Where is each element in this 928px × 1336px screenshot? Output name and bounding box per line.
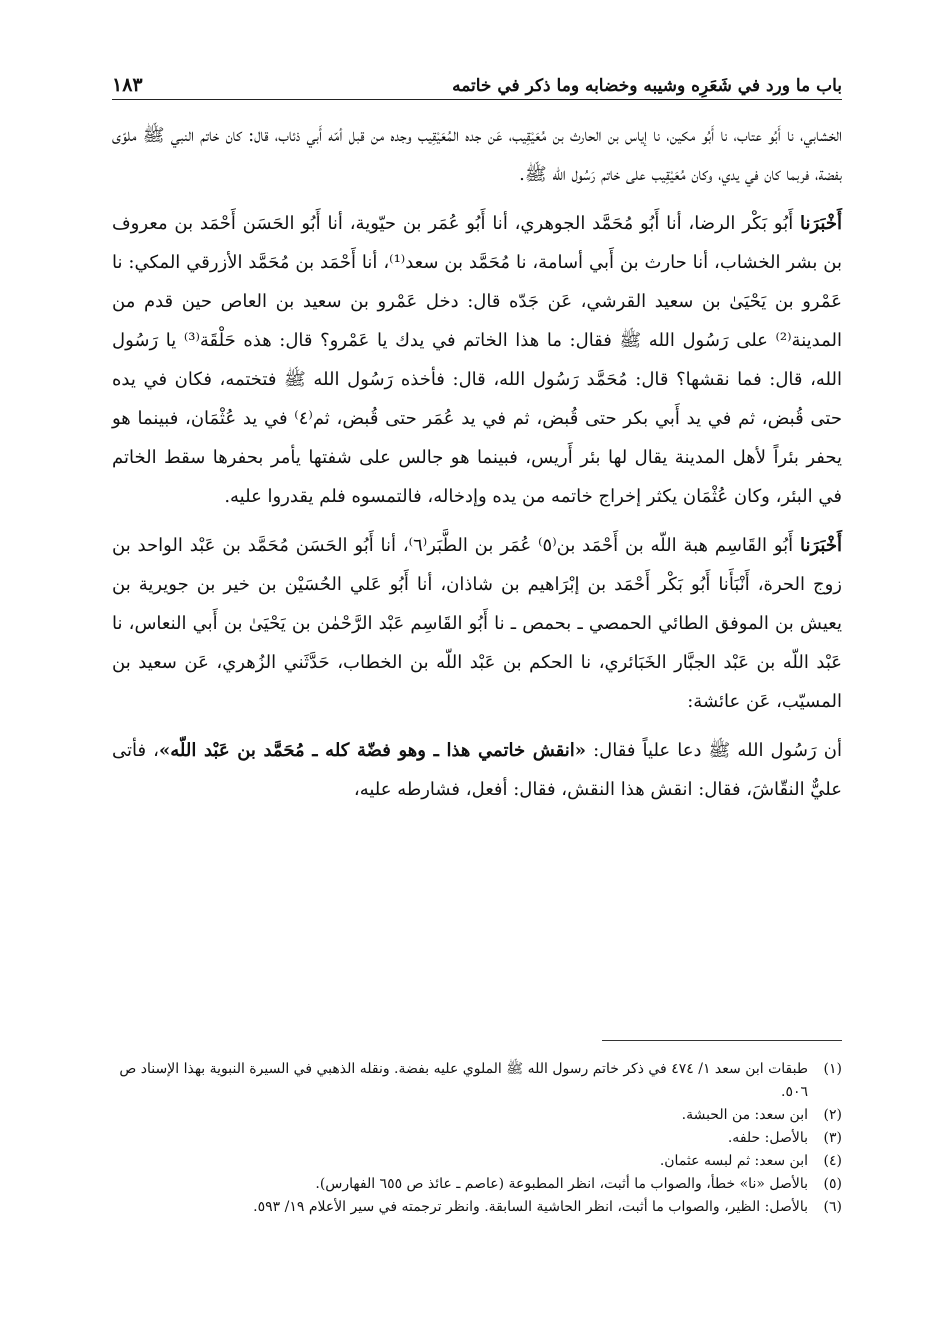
footnote-number: (١): [823, 1061, 842, 1077]
footnote: [112, 1150, 842, 1173]
footnote: [112, 1173, 842, 1196]
paragraph-2: [112, 204, 842, 516]
footnote: [112, 1127, 842, 1150]
footnote: [112, 1196, 842, 1219]
paragraph-4-text-a: أن رَسُول الله ﷺ دعا علياً فقال:: [586, 740, 842, 761]
footnote-text: ابن سعد: من الحبشة.: [681, 1107, 808, 1123]
footnote-number: (٥): [823, 1176, 842, 1192]
footnote-text: بالأصل: حلفه.: [727, 1130, 808, 1146]
running-head: [112, 66, 842, 96]
paragraph-4-text-b: ، فأتى عليٌّ النقّاشَ، فقال: انقش هذا النقش، فقال: أفعل، فشارطه عليه،: [112, 740, 842, 800]
paragraph-3-text: أَبُو القَاسِم هبة اللّه بن أَحْمَد بن⁽٥⁾ عُمَر بن الطَّبَر⁽٦⁾، أنا أَبُو الحَسَن مُحَمَّد بن عَبْد الواحد بن زوج الحرة، أَنْبَأَنا أَبُو بَكْر أَحْمَد بن إبْرَاهيم بن شاذان، أنا أَبُو عَلي الحُسَيْن بن خير بن جويرية بن يعيش بن الموفق الطائي الحمصي ـ بحمص ـ نا أَبُو القَاسِم عَبْد الرَّحْمٰن بن يَحْيَىٰ بن أَبي النعاس، نا عَبْد اللّه بن عَبْد الجبَّار الخَبَائري، نا الحكم بن عَبْد اللّه بن الخطاب، حَدَّثَني الزُهري، عَن سعيد بن المسيّب، عَن عائشة:: [112, 535, 842, 712]
footnote-text: بالأصل «نا» خطأ، والصواب ما أثبت، انظر المطبوعة (عاصم ـ عائذ ص ٦٥٥ الفهارس).: [315, 1176, 808, 1192]
footnote-text: ابن سعد: ثم لبسه عثمان.: [659, 1153, 808, 1169]
footnotes: [112, 1058, 842, 1219]
footnote: [112, 1104, 842, 1127]
paragraph-3: [112, 526, 842, 721]
paragraph-3-lead: أَخْبَرَنا: [800, 535, 842, 556]
paragraph-1: [112, 116, 842, 194]
main-text: [112, 116, 842, 819]
header-rule: [112, 99, 842, 100]
paragraph-1-text: الخشابي، نا أَبُو عتاب، نا أَبُو مكين، نا إياس بن الحارث بن مُعَيْقِيب، عَن جده المُعَيْقِيب وجده من قبل أمّه أَبي ذئاب، قال: كان خاتم النبي ﷺ ملوّى بفضة، فربما كان في يدي، وكان مُعَيْقِيب على خاتم رَسُول الله ﷺ.: [112, 125, 842, 185]
chapter-title: باب ما ورد في شَعَرِه وشيبه وخضابه وما ذكر في خاتمه: [452, 76, 842, 96]
paragraph-4-quote: «انقش خاتمي هذا ـ وهو فضّة كله ـ مُحَمَّد بن عَبْد اللّه»: [159, 740, 587, 761]
footnote-number: (٢): [823, 1107, 842, 1123]
paragraph-2-lead: أَخْبَرَنا: [800, 213, 842, 234]
page-number: ١٨٣: [112, 74, 143, 96]
footnote-number: (٤): [823, 1153, 842, 1169]
footnote: [112, 1058, 842, 1104]
paragraph-4: [112, 731, 842, 809]
paragraph-2-text: أَبُو بَكْر الرضا، أنا أَبُو مُحَمَّد الجوهري، أنا أَبُو عُمَر بن حيّوية، أنا أَبُو الحَسَن أَحْمَد بن معروف بن بشر الخشاب، أنا حارث بن أَبي أسامة، نا مُحَمَّد بن سعد⁽¹⁾، أنا أَحْمَد بن مُحَمَّد الأزرقي المكي: نا عَمْرو بن يَحْيَىٰ بن سعيد القرشي، عَن جَدّه قال: دخل عَمْرو بن سعيد بن العاص حين قدم من المدينة⁽²⁾ على رَسُول الله ﷺ فقال: ما هذا الخاتم في يدك يا عَمْرو؟ قال: هذه حَلْقَة⁽³⁾ يا رَسُول الله، قال: فما نقشها؟ قال: مُحَمَّد رَسُول الله، قال: فأخذه رَسُول الله ﷺ فتختمه، فكان في يده حتى قُبض، ثم في يد أَبي بكر حتى قُبض، ثم في يد عُمَر حتى قُبض، ثم⁽٤⁾ في يد عُثْمَان، فبينما هو يحفر بئراً لأهل المدينة يقال لها بئر أَريس، فبينما هو جالس على شفتها يأمر بحفرها سقط الخاتم في البئر، وكان عُثْمَان يكثر إخراج خاتمه من يده وإدخاله، فالتمسوه فلم يقدروا عليه.: [112, 213, 842, 507]
footnote-rule: [602, 1040, 842, 1041]
footnote-text: بالأصل: الظير، والصواب ما أثبت، انظر الحاشية السابقة. وانظر ترجمته في سير الأعلام ١٩/ ٥٩٣.: [253, 1199, 808, 1215]
footnote-number: (٦): [823, 1199, 842, 1215]
footnote-number: (٣): [823, 1130, 842, 1146]
footnote-text: طبقات ابن سعد ١/ ٤٧٤ في ذكر خاتم رسول الله ﷺ الملوي عليه بفضة. ونقله الذهبي في السيرة النبوية بهذا الإسناد ص ٥٠٦.: [119, 1061, 808, 1100]
